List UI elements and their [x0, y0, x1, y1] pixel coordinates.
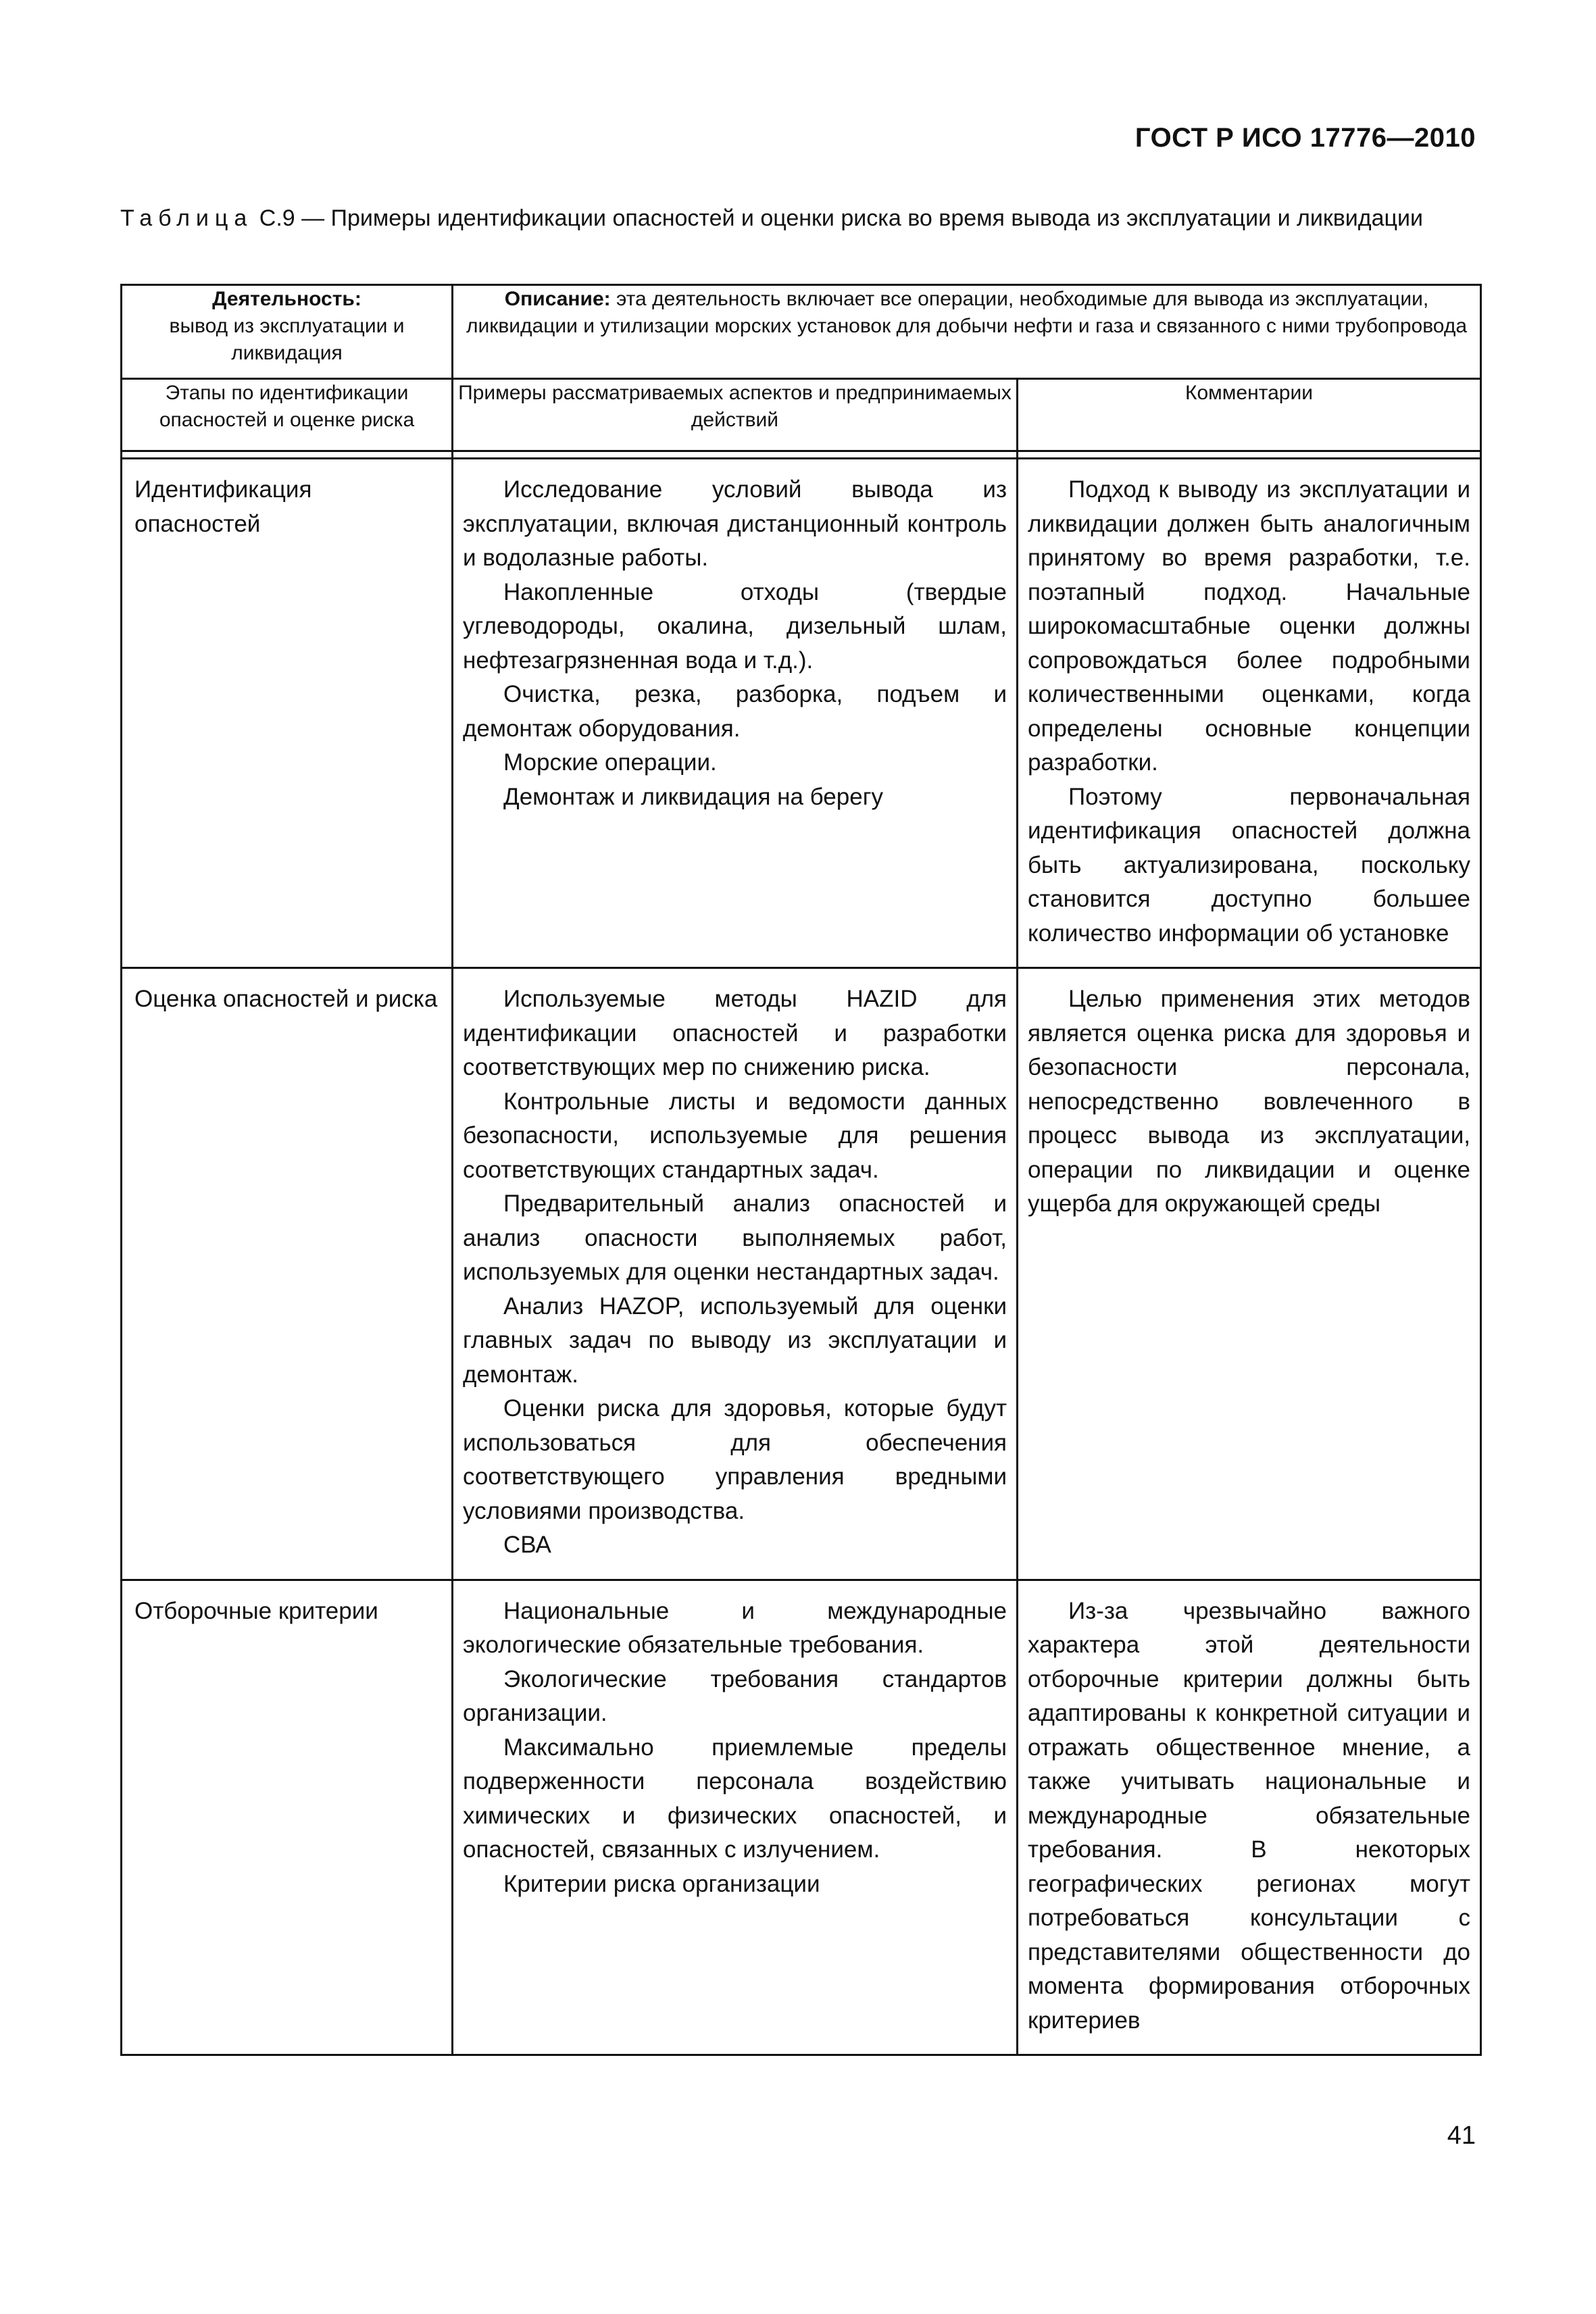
comment-paragraph: Целью применения этих методов является оценка риска для здоровья и безопасности персонала, непосредственно вовлеченного в процесс вывода из эксплуатации, операции по ликвидации и оценке ущерба для окружающей среды	[1028, 986, 1470, 1217]
column-header: Примеры рассматриваемых аспектов и предпринимаемых действий	[453, 379, 1018, 451]
examples-cell	[453, 459, 1018, 968]
example-paragraph: Накопленные отходы (твердые углеводороды, окалина, дизельный шлам, нефтезагрязненная вода и т.д.).	[463, 578, 1007, 674]
header-separator	[122, 451, 1481, 459]
example-paragraph: СВА	[503, 1532, 551, 1558]
activity-cell	[122, 285, 453, 379]
table-row	[122, 968, 1481, 1580]
comment-paragraph: Поэтому первоначальная идентификация опасностей должна быть актуализирована, поскольку становится доступно большее количество информации об установке	[1028, 783, 1470, 947]
example-paragraph: Критерии риска организации	[503, 1870, 820, 1897]
example-paragraph: Исследование условий вывода из эксплуатации, включая дистанционный контроль и водолазные работы.	[463, 476, 1007, 571]
example-paragraph: Предварительный анализ опасностей и анализ опасности выполняемых работ, используемых для оценки нестандартных задач.	[463, 1190, 1007, 1285]
activity-value: вывод из эксплуатации и ликвидация	[169, 315, 405, 364]
page-number: 41	[1447, 2121, 1476, 2150]
description-value: эта деятельность включает все операции, необходимые для вывода из эксплуатации, ликвидации и утилизации морских установок для добычи нефти и газа и связанного с ними трубопровода	[466, 288, 1468, 337]
comment-paragraph: Из-за чрезвычайно важного характера этой деятельности отборочные критерии должны быть адаптированы к конкретной ситуации и отражать общественное мнение, а также учитывать национальные и международные обязательные требования. В некоторых географических регионах могут потребоваться консультации с представителями общественности до момента формирования отборочных критериев	[1028, 1597, 1470, 2034]
table-header-row	[122, 285, 1481, 379]
table-row	[122, 1580, 1481, 2055]
column-header: Комментарии	[1018, 379, 1481, 451]
description-cell	[453, 285, 1481, 379]
comments-cell	[1018, 1580, 1481, 2055]
examples-cell	[453, 1580, 1018, 2055]
example-paragraph: Морские операции.	[503, 749, 717, 776]
comments-cell	[1018, 968, 1481, 1580]
example-paragraph: Используемые методы HAZID для идентификации опасностей и разработки соответствующих мер по снижению риска.	[463, 986, 1007, 1080]
table-row	[122, 459, 1481, 968]
column-header-row	[122, 379, 1481, 451]
examples-cell	[453, 968, 1018, 1580]
comment-paragraph: Подход к выводу из эксплуатации и ликвидации должен быть аналогичным принятому во время разработки, т.е. поэтапный подход. Начальные широкомасштабные оценки должны сопровождаться более подробными количественными оценками, когда определены основные концепции разработки.	[1028, 476, 1470, 776]
standard-designation: ГОСТ Р ИСО 17776—2010	[1134, 123, 1476, 153]
stage-cell: Оценка опасностей и риска	[122, 968, 453, 1580]
example-paragraph: Оценки риска для здоровья, которые будут использоваться для обеспечения соответствующего управления вредными условиями производства.	[463, 1395, 1007, 1524]
comments-cell	[1018, 459, 1481, 968]
example-paragraph: Очистка, резка, разборка, подъем и демонтаж оборудования.	[463, 681, 1007, 742]
example-paragraph: Анализ HAZOP, используемый для оценки главных задач по выводу из эксплуатации и демонтаж.	[463, 1292, 1007, 1388]
stage-cell: Идентификация опасностей	[122, 459, 453, 968]
example-paragraph: Национальные и международные экологические обязательные требования.	[463, 1597, 1007, 1658]
column-header: Этапы по идентификации опасностей и оценке риска	[122, 379, 453, 451]
description-label: Описание:	[504, 288, 611, 310]
example-paragraph: Экологические требования стандартов организации.	[463, 1665, 1007, 1726]
example-paragraph: Демонтаж и ликвидация на берегу	[503, 783, 883, 810]
stage-cell: Отборочные критерии	[122, 1580, 453, 2055]
example-paragraph: Контрольные листы и ведомости данных безопасности, используемые для решения соответствующих стандартных задач.	[463, 1088, 1007, 1183]
activity-label: Деятельность:	[212, 288, 361, 310]
hazard-table	[120, 284, 1482, 2056]
caption-label: Таблица	[120, 205, 253, 231]
caption-text: С.9 — Примеры идентификации опасностей и оценки риска во время вывода из эксплуатации и ликвидации	[253, 205, 1423, 231]
table-caption	[120, 203, 1478, 234]
example-paragraph: Максимально приемлемые пределы подверженности персонала воздействию химических и физических опасностей, и опасностей, связанных с излучением.	[463, 1734, 1007, 1863]
